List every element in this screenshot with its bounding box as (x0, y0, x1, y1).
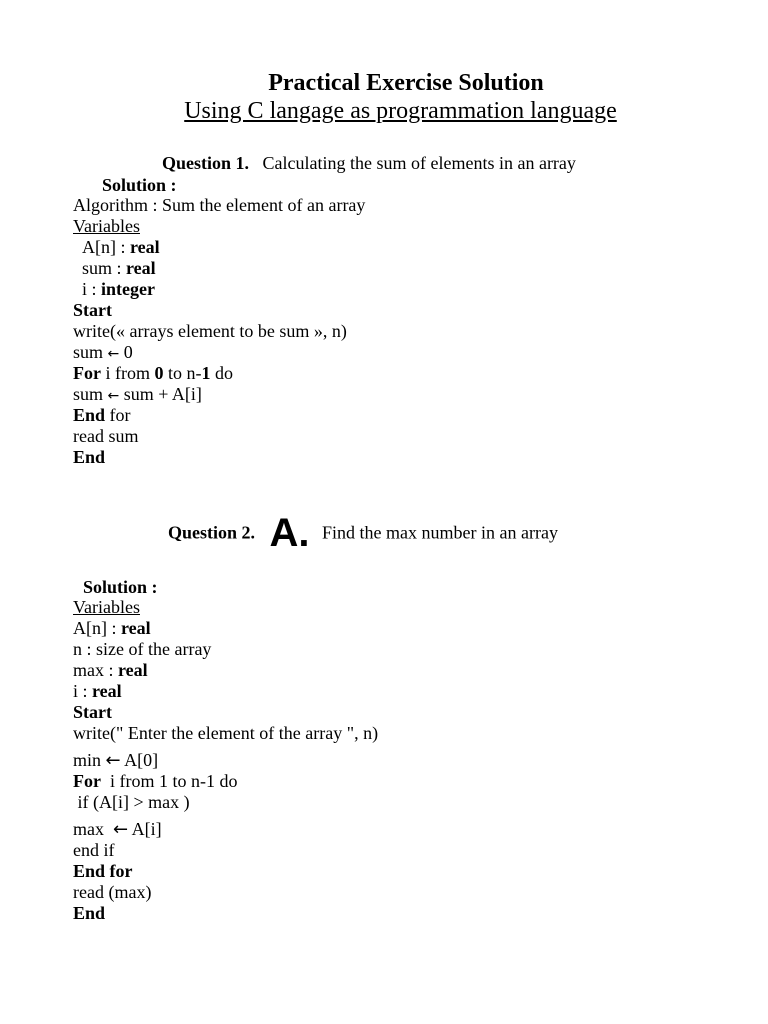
question-2-solution-label: Solution : (83, 577, 158, 597)
question-2-text: Find the max number in an array (322, 522, 558, 543)
variable-sum-name: sum : (82, 258, 127, 278)
min-init-left: min (73, 750, 106, 770)
question-2-label: Question 2. (168, 522, 256, 543)
variables-heading: Variables (73, 597, 140, 617)
question-1-pseudocode (73, 195, 365, 468)
end-keyword: End (73, 447, 106, 467)
sum-update-left: sum (73, 384, 108, 404)
end-for-line: End for (73, 861, 133, 881)
read-line: read (max) (73, 882, 152, 902)
max-update-left: max (73, 819, 113, 839)
min-init-line (73, 750, 378, 771)
for-start-value: 0 (154, 363, 164, 383)
variable-i-name: i : (73, 681, 93, 701)
start-keyword: Start (73, 300, 112, 320)
sum-update-line (73, 384, 365, 405)
max-update-right: A[i] (128, 819, 162, 839)
question-1-label: Question 1. (162, 153, 250, 173)
question-2-heading (168, 513, 558, 559)
for-text-2: to n- (163, 363, 202, 383)
variable-i-name: i : (82, 279, 102, 299)
min-init-right: A[0] (120, 750, 159, 770)
question-2-pseudocode (73, 597, 378, 924)
variable-a-line (73, 237, 365, 258)
read-line: read sum (73, 426, 139, 446)
if-line: if (A[i] > max ) (73, 792, 190, 812)
for-do: do (210, 363, 233, 383)
variable-max-type: real (118, 660, 148, 680)
write-line: write(" Enter the element of the array ", n) (73, 723, 379, 743)
end-keyword: End (73, 405, 106, 425)
for-text-1: i from (100, 363, 155, 383)
variable-a-line (73, 618, 378, 639)
start-keyword: Start (73, 702, 112, 722)
max-update-line (73, 819, 378, 840)
end-keyword: End (73, 903, 106, 923)
question-2-letter: A. (269, 511, 310, 555)
question-1-text: Calculating the sum of elements in an array (262, 153, 576, 173)
sum-update-right: sum + A[i] (119, 384, 202, 404)
variable-max-name: max : (73, 660, 118, 680)
sum-init-left: sum (73, 342, 108, 362)
variable-i-type: real (92, 681, 122, 701)
assign-arrow-icon: ← (107, 346, 120, 362)
variable-max-line (73, 660, 378, 681)
sum-init-line (73, 342, 365, 363)
end-for-text: for (105, 405, 131, 425)
for-text: i from 1 to n-1 do (100, 771, 238, 791)
for-keyword: For (73, 771, 101, 791)
assign-arrow-icon: ← (105, 750, 121, 771)
assign-arrow-icon: ← (113, 819, 129, 840)
end-for-line (73, 405, 365, 426)
variable-a-name: A[n] : (82, 237, 130, 257)
variable-i-line (73, 279, 365, 300)
sum-init-right: 0 (119, 342, 133, 362)
variable-a-name: A[n] : (73, 618, 121, 638)
for-keyword: For (73, 363, 101, 383)
variable-a-type: real (121, 618, 151, 638)
question-1-heading (162, 152, 576, 174)
variable-sum-line (73, 258, 365, 279)
document-title: Practical Exercise Solution (268, 70, 544, 96)
variable-i-line (73, 681, 378, 702)
write-line: write(« arrays element to be sum », n) (73, 321, 347, 341)
for-end-offset: 1 (201, 363, 211, 383)
variable-sum-type: real (126, 258, 156, 278)
algorithm-line: Algorithm : Sum the element of an array (73, 195, 366, 215)
variable-i-type: integer (101, 279, 155, 299)
variable-n-line: n : size of the array (73, 639, 212, 659)
document-subtitle: Using C langage as programmation language (184, 98, 617, 124)
for-line (73, 771, 378, 792)
variable-a-type: real (130, 237, 160, 257)
end-if-line: end if (73, 840, 115, 860)
variables-heading: Variables (73, 216, 140, 236)
for-line (73, 363, 365, 384)
question-1-solution-label: Solution : (102, 175, 177, 195)
assign-arrow-icon: ← (107, 388, 120, 404)
